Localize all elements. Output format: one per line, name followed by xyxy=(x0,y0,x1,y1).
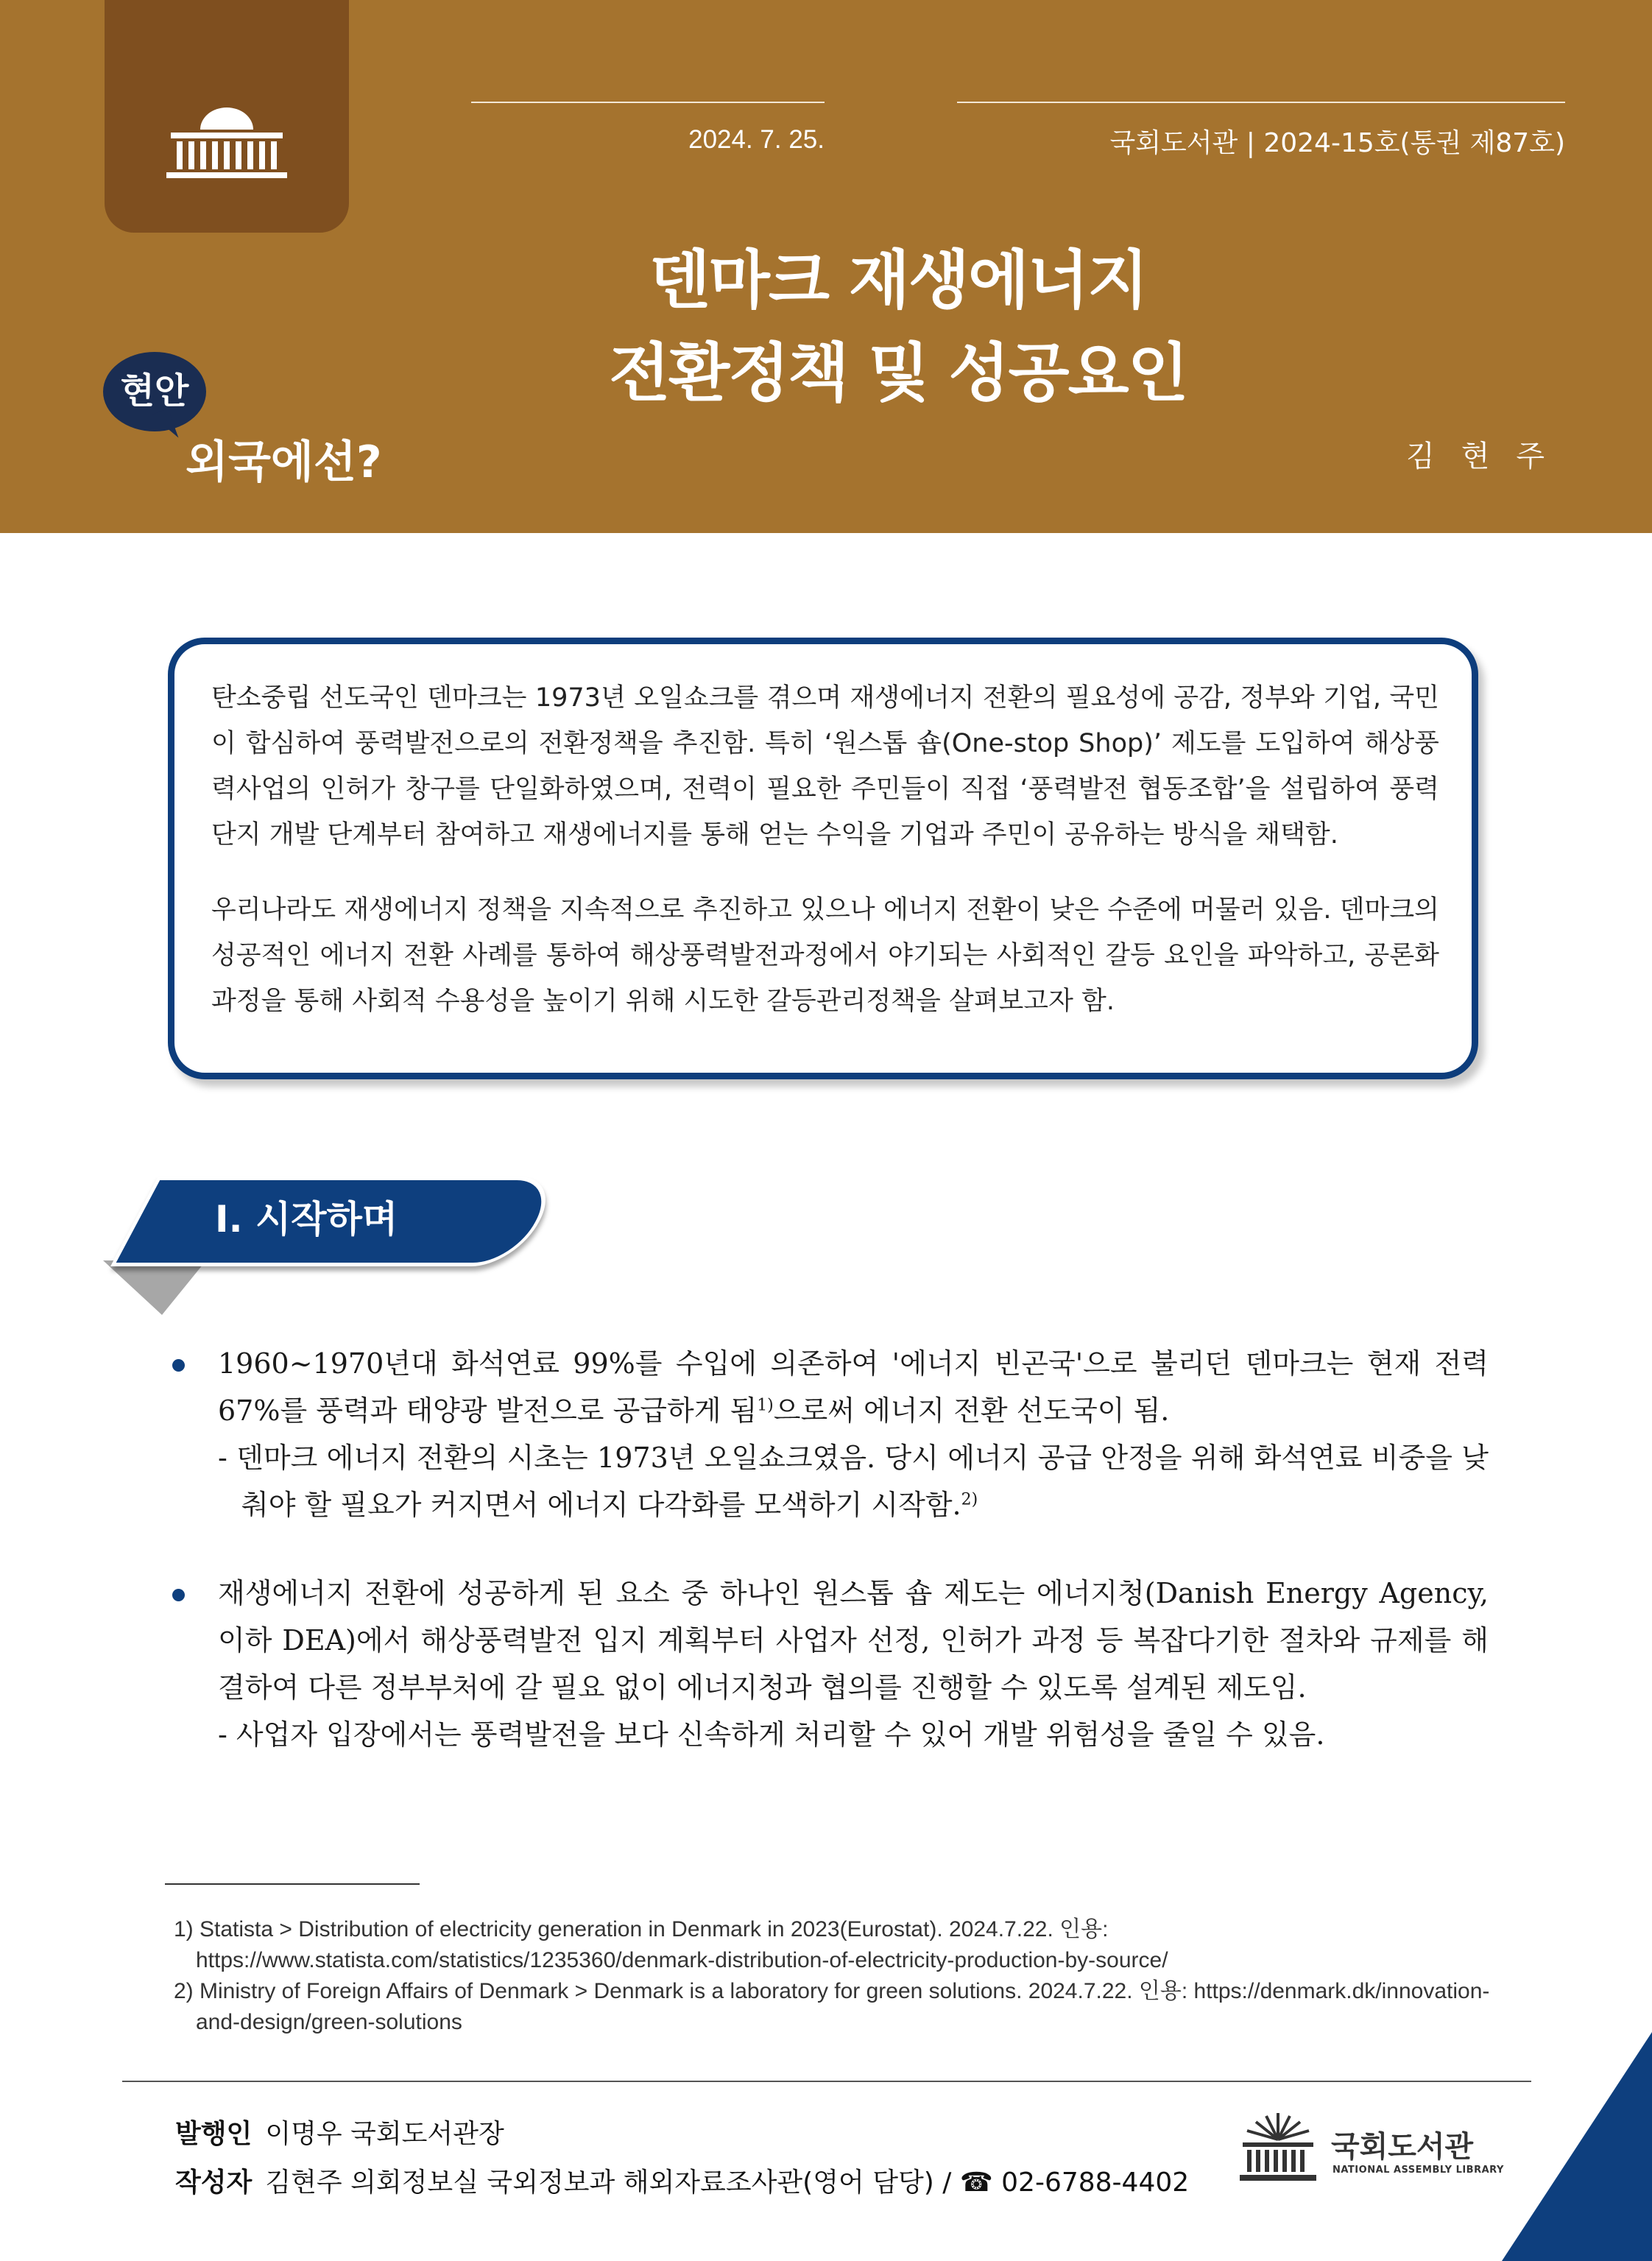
title-line-2: 전환정책 및 성공요인 xyxy=(609,336,1187,410)
header-banner xyxy=(0,0,1652,533)
bullet-1-tail: 으로써 에너지 전환 선도국이 됨. xyxy=(773,1394,1170,1427)
bullet-dot xyxy=(172,1359,185,1372)
assembly-building-icon xyxy=(156,103,297,184)
bullet-dot xyxy=(172,1589,185,1601)
bullet-text xyxy=(218,1340,1489,1434)
summary-paragraph-1: 탄소중립 선도국인 덴마크는 1973년 오일쇼크를 겪으며 재생에너지 전환의 필요성에 공감, 정부와 기업, 국민이 합심하여 풍력발전으로의 전환정책을 추진함. 특히 ‘원스톱 숍(One-stop Shop)’ 제도를 도입하여 해상풍력사업의 인허가 창구를 단일화하였으며, 전력이 필요한 주민들이 직접 ‘풍력발전 협동조합’을 설립하여 풍력단지 개발 단계부터 참여하고 재생에너지를 통해 얻는 수익을 기업과 주민이 공유하는 방식을 채택함. xyxy=(211,683,1439,850)
publication-info xyxy=(175,2110,1189,2207)
footnote-divider xyxy=(165,1883,420,1885)
bullet-1-text: 1960~1970년대 화석연료 99%를 수입에 의존하여 '에너지 빈곤국'으로 불리던 덴마크는 현재 전력 67%를 풍력과 태양광 발전으로 공급하게 됨 xyxy=(218,1347,1489,1427)
publication-date: 2024. 7. 25. xyxy=(688,125,825,154)
footnote-ref-1[interactable]: 1) xyxy=(757,1396,774,1415)
phone-number: 02-6788-4402 xyxy=(1001,2167,1190,2198)
library-name-en: NATIONAL ASSEMBLY LIBRARY xyxy=(1332,2165,1504,2176)
bullet-item xyxy=(171,1340,1489,1528)
publisher-label: 발행인 xyxy=(175,2119,253,2149)
section-body xyxy=(171,1340,1489,1799)
footnote-2: 2) Ministry of Foreign Affairs of Denmark > Denmark is a laboratory for green solutions. 2024.7.22. 인용: https://denmark.dk/innovation-and-design/green-solutions xyxy=(174,1979,1490,2034)
author-name: 김현주 xyxy=(1406,440,1571,473)
bullet-2-text: 재생에너지 전환에 성공하게 된 요소 중 하나인 원스톱 숍 제도는 에너지청(Danish Energy Agency, 이하 DEA)에서 해상풍력발전 입지 계획부터 사업자 선정, 인허가 과정 등 복잡다기한 절차와 규제를 해결하여 다른 정부부처에 갈 필요 없이 에너지청과 협의를 진행할 수 있도록 설계된 제도임. xyxy=(218,1577,1489,1704)
report-title xyxy=(515,234,1281,420)
publisher-row xyxy=(175,2110,1189,2159)
title-line-1: 덴마크 재생에너지 xyxy=(649,244,1148,317)
phone-icon: ☎ xyxy=(959,2167,993,2198)
corner-triangle xyxy=(1502,2032,1652,2261)
header-rule-right xyxy=(957,102,1565,103)
summary-paragraph-2: 우리나라도 재생에너지 정책을 지속적으로 추진하고 있으나 에너지 전환이 낮은 수준에 머물러 있음. 덴마크의 성공적인 에너지 전환 사례를 통하여 해상풍력발전과정에서 야기되는 사회적인 갈등 요인을 파악하고, 공론화 과정을 통해 사회적 수용성을 높이기 위해 시도한 갈등관리정책을 살펴보고자 함. xyxy=(211,895,1439,1016)
section-title: Ⅰ. 시작하며 xyxy=(215,1198,398,1241)
summary-box xyxy=(168,638,1478,1079)
logo-tab xyxy=(105,0,349,233)
header-rule-left xyxy=(471,102,825,103)
writer-label: 작성자 xyxy=(175,2167,253,2198)
footnote-ref-2[interactable]: 2) xyxy=(961,1490,978,1509)
issue-number: 국회도서관 | 2024-15호(통권 제87호) xyxy=(1109,128,1565,158)
series-badge: 현안 xyxy=(120,370,189,412)
footnotes xyxy=(174,1914,1499,2038)
section-ribbon-fold xyxy=(103,1260,206,1315)
series-name: 외국에선? xyxy=(186,437,382,488)
footer-divider xyxy=(122,2081,1531,2082)
bullet-item xyxy=(171,1570,1489,1758)
writer: 김현주 의회정보실 국외정보과 해외자료조사관(영어 담당) / xyxy=(265,2167,952,2198)
sub-bullet xyxy=(218,1434,1489,1528)
footnote-1: 1) Statista > Distribution of electricity generation in Denmark in 2023(Eurostat). 2024.7.22. 인용: https://www.statista.com/statistics/1235360/denmark-distribution-of-electricity-production-by-source/ xyxy=(174,1917,1168,1972)
sub-bullet-1-text: - 덴마크 에너지 전환의 시초는 1973년 오일쇼크였음. 당시 에너지 공급 안정을 위해 화석연료 비중을 낮춰야 할 필요가 커지면서 에너지 다각화를 모색하기 시작함. xyxy=(218,1442,1489,1521)
library-name: 국회도서관 xyxy=(1331,2130,1474,2164)
writer-row xyxy=(175,2159,1189,2207)
publisher: 이명우 국회도서관장 xyxy=(265,2119,504,2149)
library-logo-icon xyxy=(1237,2110,1319,2187)
sub-bullet-2-text: - 사업자 입장에서는 풍력발전을 보다 신속하게 처리할 수 있어 개발 위험성을 줄일 수 있음. xyxy=(218,1718,1325,1751)
